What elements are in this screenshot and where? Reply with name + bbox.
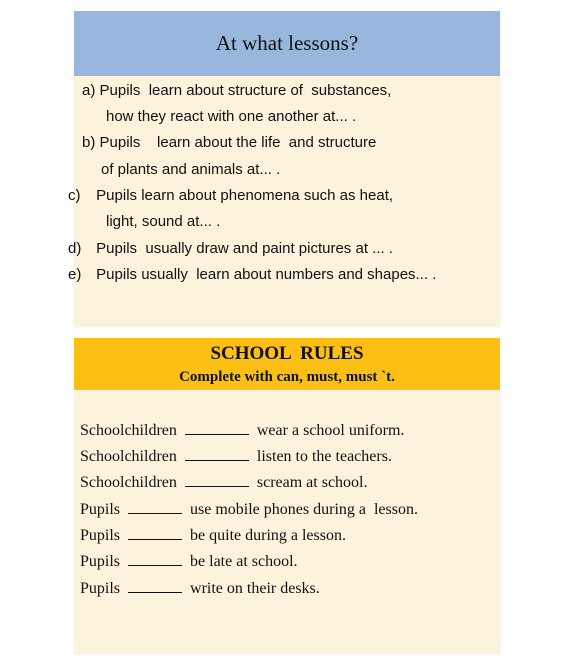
lesson-item-letter: c): [68, 187, 81, 204]
lesson-item-letter: e): [68, 266, 82, 283]
lesson-item-b-line1: [82, 134, 376, 151]
answer-blank[interactable]: [185, 448, 249, 461]
rule-row: [80, 553, 298, 571]
rule-text: write on their desks.: [190, 580, 320, 597]
answer-blank[interactable]: [128, 527, 182, 540]
rule-subject: Pupils: [80, 553, 121, 570]
rule-text: scream at school.: [256, 474, 368, 491]
answer-blank[interactable]: [128, 580, 182, 593]
rules-title: SCHOOL RULES: [210, 343, 364, 364]
lesson-item-text: Pupils usually learn about numbers and shapes... .: [96, 266, 437, 283]
lesson-item-b-line2: of plants and animals at... .: [101, 161, 281, 178]
lesson-item-e-line1: [68, 266, 436, 283]
lesson-item-a-line2: how they react with one another at... .: [106, 108, 357, 125]
lesson-item-text: Pupils learn about structure of substances,: [99, 82, 392, 99]
rule-text: be quite during a lesson.: [190, 527, 346, 544]
lesson-item-text: Pupils learn about the life and structure: [99, 134, 377, 151]
rules-subtitle: Complete with can, must, must `t.: [179, 369, 395, 385]
answer-blank[interactable]: [128, 501, 182, 514]
rule-subject: Schoolchildren: [80, 422, 177, 439]
rule-text: wear a school uniform.: [256, 422, 405, 439]
rules-header: [74, 338, 500, 390]
lesson-item-text: Pupils learn about phenomena such as heat,: [96, 187, 394, 204]
lesson-item-letter: a): [82, 82, 96, 99]
rule-row: [80, 422, 404, 440]
rule-row: [80, 474, 368, 492]
rules-card: [74, 338, 500, 654]
lesson-item-a-line1: [82, 82, 391, 99]
rule-subject: Pupils: [80, 580, 121, 597]
rule-row: [80, 501, 418, 519]
lesson-item-letter: d): [68, 240, 82, 257]
lesson-item-letter: b): [82, 134, 96, 151]
answer-blank[interactable]: [185, 422, 249, 435]
rule-text: use mobile phones during a lesson.: [190, 501, 418, 518]
lessons-header: [74, 11, 500, 76]
lessons-card: [68, 11, 500, 327]
answer-blank[interactable]: [185, 474, 249, 487]
rule-subject: Schoolchildren: [80, 474, 177, 491]
rule-subject: Pupils: [80, 527, 121, 544]
lessons-title: At what lessons?: [215, 31, 359, 55]
rule-text: be late at school.: [190, 553, 298, 570]
lesson-item-c-line2: light, sound at... .: [106, 213, 221, 230]
answer-blank[interactable]: [128, 553, 182, 566]
rule-row: [80, 580, 320, 598]
lesson-item-d-line1: [68, 240, 393, 257]
rule-row: [80, 527, 346, 545]
lesson-item-text: Pupils usually draw and paint pictures at ... .: [96, 240, 393, 257]
rule-subject: Pupils: [80, 501, 121, 518]
rule-subject: Schoolchildren: [80, 448, 177, 465]
lesson-item-c-line1: [68, 187, 393, 204]
rule-text: listen to the teachers.: [256, 448, 392, 465]
rule-row: [80, 448, 392, 466]
